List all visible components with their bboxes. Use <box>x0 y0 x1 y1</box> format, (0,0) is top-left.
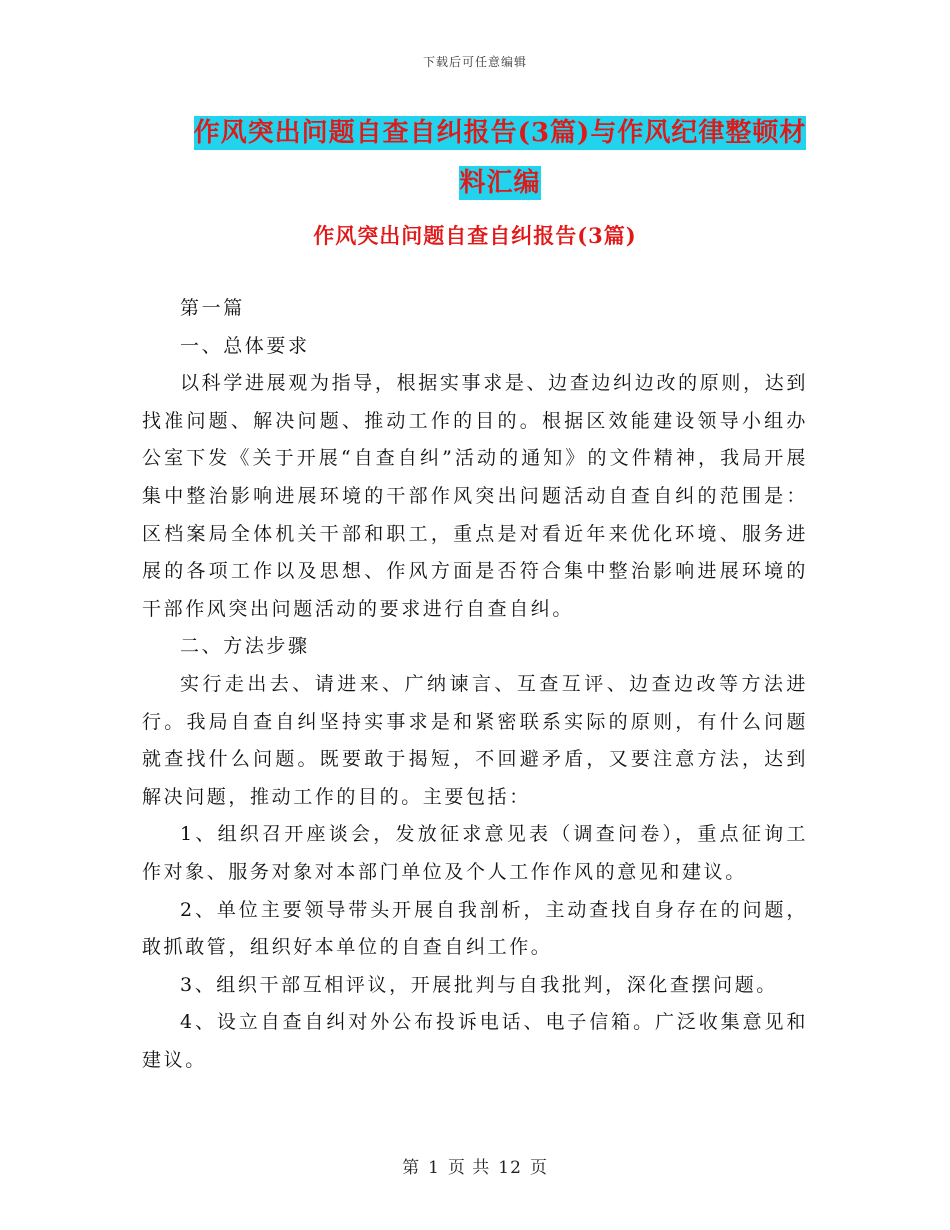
footer-prefix: 第 <box>402 1158 421 1178</box>
footer-middle: 页 共 <box>447 1158 491 1178</box>
current-page-number: 1 <box>428 1158 440 1178</box>
document-title <box>190 108 810 208</box>
paragraph-list-item: 4、设立自查自纠对外公布投诉电话、电子信箱。广泛收集意见和建议。 <box>142 1011 808 1071</box>
page-footer <box>0 1153 950 1178</box>
document-title-line-1: 作风突出问题自查自纠报告(3篇)与作风纪律整顿材 <box>193 118 807 148</box>
paragraph-list-item: 3、组织干部互相评议，开展批判与自我批判，深化查摆问题。 <box>180 973 778 996</box>
document-body <box>142 290 808 1079</box>
paragraph: 以科学进展观为指导，根据实事求是、边查边纠边改的原则，达到找准问题、解决问题、推动工作的目的。根据区效能建设领导小组办公室下发《关于开展“自查自纠”活动的通知》的文件精神，我局开展集中整治影响进展环境的干部作风突出问题活动自查自纠的范围是：区档案局全体机关干部和职工，重点是对看近年来优化环境、服务进展的各项工作以及思想、作风方面是否符合集中整治影响进展环境的干部作风突出问题活动的要求进行自查自纠。 <box>142 372 808 620</box>
total-page-number: 12 <box>498 1158 522 1178</box>
section-title: 作风突出问题自查自纠报告(3篇) <box>313 223 637 248</box>
paragraph-part-label: 第一篇 <box>180 297 245 319</box>
paragraph: 实行走出去、请进来、广纳谏言、互查互评、边查边改等方法进行。我局自查自纠坚持实事求是和紧密联系实际的原则，有什么问题就查找什么问题。既要敢于揭短，不回避矛盾，又要注意方法，达到解决问题，推动工作的目的。主要包括： <box>142 672 808 808</box>
document-title-line-2: 料汇编 <box>459 168 541 198</box>
paragraph-heading-1: 一、总体要求 <box>180 334 310 357</box>
header-note: 下载后可任意编辑 <box>422 55 527 69</box>
paragraph-list-item: 1、组织召开座谈会，发放征求意见表（调查问卷），重点征询工作对象、服务对象对本部门单位及个人工作作风的意见和建议。 <box>142 823 808 883</box>
footer-suffix: 页 <box>529 1158 548 1178</box>
paragraph-heading-2: 二、方法步骤 <box>180 635 310 658</box>
paragraph-list-item: 2、单位主要领导带头开展自我剖析，主动查找自身存在的问题，敢抓敢管，组织好本单位的自查自纠工作。 <box>142 898 808 959</box>
